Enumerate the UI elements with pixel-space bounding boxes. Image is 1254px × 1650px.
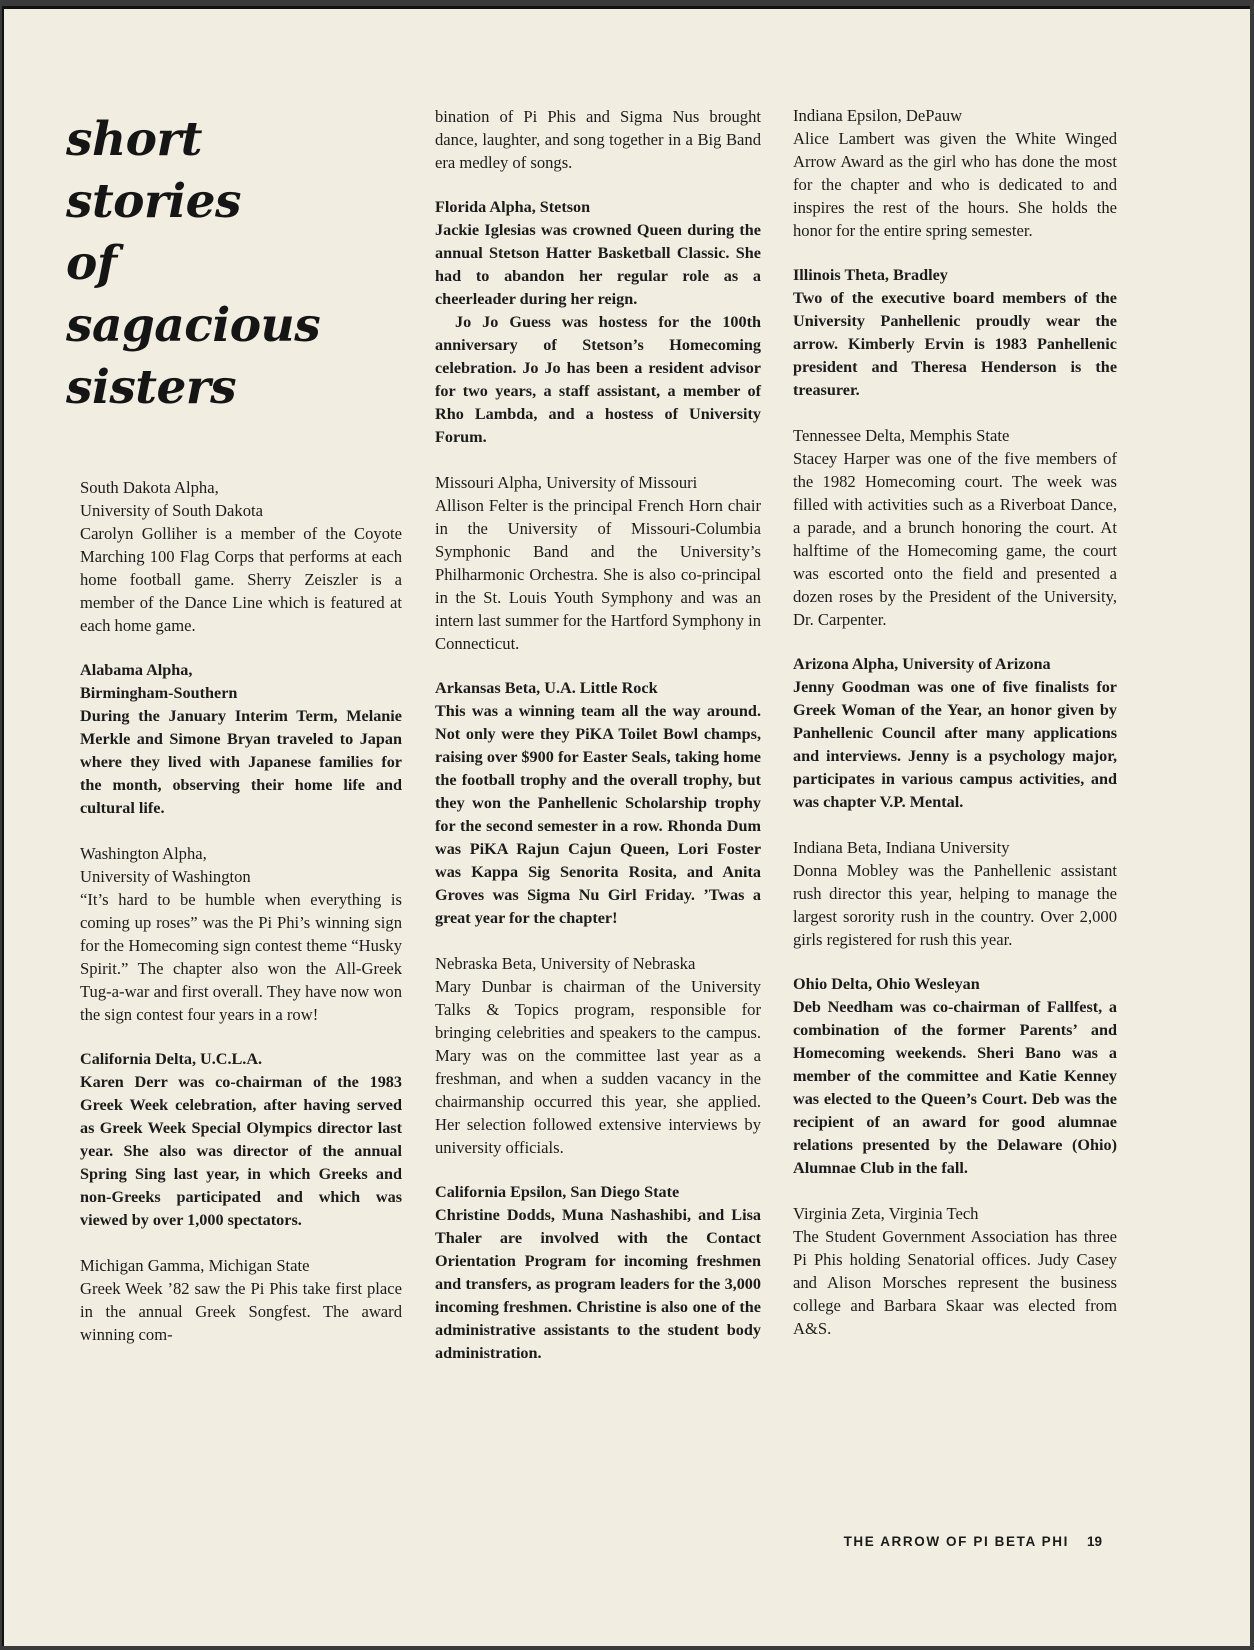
heading-line: short xyxy=(66,112,202,167)
chapter-title: California Delta, U.C.L.A. xyxy=(80,1050,263,1068)
chapter-entry xyxy=(80,476,402,637)
chapter-entry xyxy=(80,659,402,820)
chapter-entry xyxy=(435,952,761,1159)
chapter-title: Indiana Epsilon, DePauw xyxy=(793,106,963,125)
chapter-body: Stacey Harper was one of the five members of the 1982 Homecoming court. The week was filled with activities such as a Riverboat Dance, a parade, and a brunch honoring the court. At halftime of the Homecoming game, the court was escorted onto the field and presented a dozen roses by the President of the University, Dr. Carpenter. xyxy=(793,449,1117,629)
chapter-body: During the January Interim Term, Melanie Merkle and Simone Bryan traveled to Japan where they lived with Japanese families for the month, observing their home life and cultural life. xyxy=(80,707,402,817)
chapter-title: Nebraska Beta, University of Nebraska xyxy=(435,954,696,973)
chapter-body: Donna Mobley was the Panhellenic assistant rush director this year, helping to manage the largest sorority rush in the country. Over 2,000 girls registered for rush this year. xyxy=(793,861,1117,949)
column-middle xyxy=(435,105,761,1387)
chapter-body: Deb Needham was co-chairman of Fallfest, a combination of the former Parents’ and Homecoming weekends. Sheri Bano was a member of the committee and Katie Kenney was elected to the Queen’s Court. Deb was the recipient of an award for good alumnae relations presented by the Delaware (Ohio) Alumnae Club in the fall. xyxy=(793,998,1117,1177)
chapter-title: Arizona Alpha, University of Arizona xyxy=(793,655,1051,673)
chapter-entry xyxy=(435,677,761,930)
chapter-title: Florida Alpha, Stetson xyxy=(435,198,591,216)
chapter-body: Greek Week ’82 saw the Pi Phis take first place in the annual Greek Songfest. The award winning com- xyxy=(80,1279,402,1344)
article-heading xyxy=(66,109,402,419)
chapter-entry xyxy=(80,1048,402,1232)
chapter-entry xyxy=(80,1254,402,1346)
chapter-entry xyxy=(435,1181,761,1365)
chapter-school: Birmingham-Southern xyxy=(80,684,238,702)
chapter-title: Alabama Alpha, xyxy=(80,661,193,679)
chapter-title: Michigan Gamma, Michigan State xyxy=(80,1256,310,1275)
chapter-body: Alice Lambert was given the White Winged Arrow Award as the girl who has done the most for the chapter and who is dedicated to and inspires the rest of the hours. She holds the honor for the entire spring semester. xyxy=(793,129,1117,240)
chapter-entry xyxy=(793,424,1117,631)
chapter-entry-continued xyxy=(435,105,761,174)
chapter-body: Jenny Goodman was one of five finalists for Greek Woman of the Year, an honor given by Panhellenic Council after many applications and interviews. Jenny is a psychology major, participates in various campus activities, and was chapter V.P. Mental. xyxy=(793,678,1117,811)
chapter-body: Karen Derr was co-chairman of the 1983 Greek Week celebration, after having served as Greek Week Special Olympics director last year. She also was director of the annual Spring Sing last year, in which Greeks and non-Greeks participated and which was viewed by over 1,000 spectators. xyxy=(80,1073,402,1229)
chapter-title: California Epsilon, San Diego State xyxy=(435,1183,680,1201)
chapter-body: Carolyn Golliher is a member of the Coyote Marching 100 Flag Corps that performs at each home football game. Sherry Zeiszler is a member of the Dance Line which is featured at each home game. xyxy=(80,524,402,635)
column-right xyxy=(793,104,1117,1362)
page-footer xyxy=(844,1534,1102,1549)
heading-line: stories xyxy=(66,174,241,229)
chapter-entry xyxy=(435,471,761,655)
chapter-body: Christine Dodds, Muna Nashashibi, and Lisa Thaler are involved with the Contact Orientation Program for incoming freshmen and transfers, as program leaders for the 3,000 incoming freshmen. Christine is also one of the administrative assistants to the student body administration. xyxy=(435,1206,761,1362)
chapter-body: bination of Pi Phis and Sigma Nus brought dance, laughter, and song together in a Big Band era medley of songs. xyxy=(435,107,761,172)
chapter-entry xyxy=(793,653,1117,814)
chapter-entry xyxy=(435,196,761,449)
page-number: 19 xyxy=(1086,1534,1102,1549)
chapter-title: Ohio Delta, Ohio Wesleyan xyxy=(793,975,980,993)
magazine-page xyxy=(2,6,1250,1646)
chapter-title: Tennessee Delta, Memphis State xyxy=(793,426,1010,445)
chapter-body: Jo Jo Guess was hostess for the 100th anniversary of Stetson’s Homecoming celebration. Jo Jo has been a resident advisor for two years, a staff assistant, a member of Rho Lambda, and a hostess of University Forum. xyxy=(435,313,761,446)
chapter-entry xyxy=(793,973,1117,1180)
chapter-title: Indiana Beta, Indiana University xyxy=(793,838,1010,857)
chapter-body: This was a winning team all the way around. Not only were they PiKA Toilet Bowl champs, raising over $900 for Easter Seals, taking home the football trophy and the overall trophy, but they won the Panhellenic Scholarship trophy for the second semester in a row. Rhonda Dum was PiKA Rajun Cajun Queen, Lori Foster was Kappa Sig Senorita Rosita, and Anita Groves was Sigma Nu Girl Friday. ’Twas a great year for the chapter! xyxy=(435,702,761,927)
chapter-school: University of South Dakota xyxy=(80,501,263,520)
chapter-entry xyxy=(793,1202,1117,1340)
chapter-body: Mary Dunbar is chairman of the University Talks & Topics program, responsible for bringing celebrities and speakers to the campus. Mary was on the committee last year as a freshman, and when a sudden vacancy in the chairmanship occurred this year, she applied. Her selection followed extensive interviews by university officials. xyxy=(435,977,761,1157)
chapter-body: Jackie Iglesias was crowned Queen during the annual Stetson Hatter Basketball Classic. She had to abandon her regular role as a cheerleader during her reign. xyxy=(435,221,761,308)
chapter-title: Virginia Zeta, Virginia Tech xyxy=(793,1204,979,1223)
publication-name: THE ARROW OF PI BETA PHI xyxy=(843,1534,1069,1549)
chapter-title: Missouri Alpha, University of Missouri xyxy=(435,473,698,492)
chapter-title: Illinois Theta, Bradley xyxy=(793,266,948,284)
chapter-entry xyxy=(793,264,1117,402)
chapter-title: South Dakota Alpha, xyxy=(80,478,219,497)
chapter-body: “It’s hard to be humble when everything is coming up roses” was the Pi Phi’s winning sign for the Homecoming sign contest theme “Husky Spirit.” The chapter also won the All-Greek Tug-a-war and first overall. They have now won the sign contest four years in a row! xyxy=(80,890,402,1024)
chapter-title: Arkansas Beta, U.A. Little Rock xyxy=(435,679,658,697)
chapter-entry xyxy=(80,842,402,1026)
chapter-body: The Student Government Association has three Pi Phis holding Senatorial offices. Judy Casey and Alison Morsches represent the business college and Barbara Skaar was elected from A&S. xyxy=(793,1227,1117,1338)
chapter-school: University of Washington xyxy=(80,867,251,886)
heading-line: sisters xyxy=(66,360,237,415)
column-left xyxy=(66,104,402,1368)
chapter-entry xyxy=(793,836,1117,951)
chapter-title: Washington Alpha, xyxy=(80,844,207,863)
chapter-body: Allison Felter is the principal French Horn chair in the University of Missouri-Columbia Symphonic Band and the University’s Philharmonic Orchestra. She is also co-principal in the St. Louis Youth Symphony and was an intern last summer for the Hartford Symphony in Connecticut. xyxy=(435,496,761,653)
heading-line: of xyxy=(66,236,117,291)
chapter-entry xyxy=(793,104,1117,242)
chapter-body: Two of the executive board members of the University Panhellenic proudly wear the arrow. Kimberly Ervin is 1983 Panhellenic president and Theresa Henderson is the treasurer. xyxy=(793,289,1117,399)
heading-line: sagacious xyxy=(66,298,321,353)
